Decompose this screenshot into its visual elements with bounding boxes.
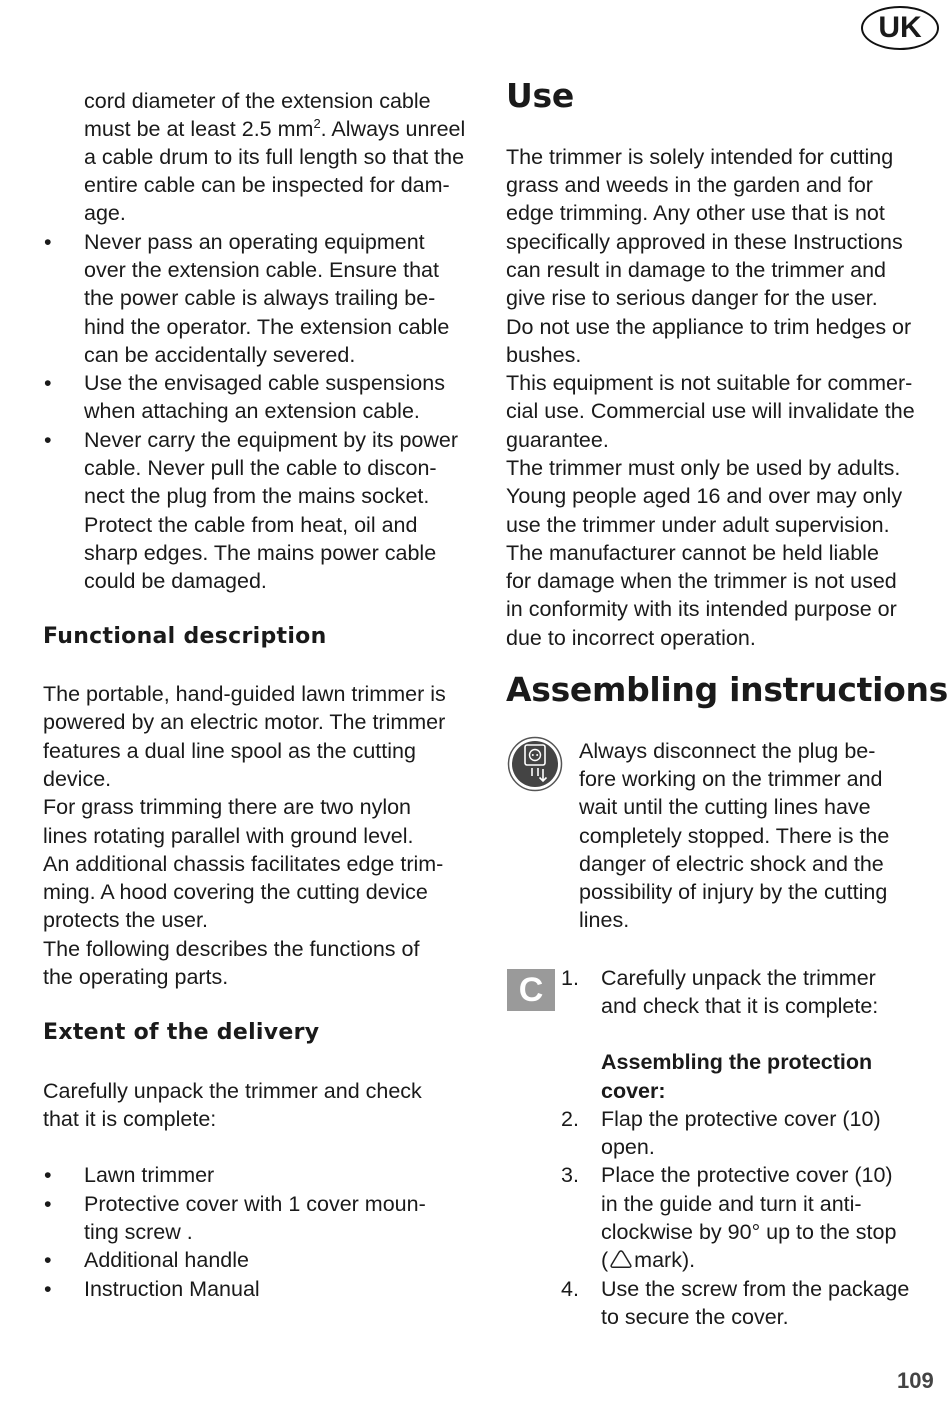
step-line: to secure the cover. — [601, 1305, 789, 1329]
figure-reference-badge: C — [507, 969, 555, 1011]
bullet-line: cable. Never pull the cable to discon- — [84, 456, 437, 480]
step-line: ( mark). — [601, 1248, 696, 1272]
bullet-line: nect the plug from the mains socket. — [84, 484, 430, 508]
bullet-marker: • — [44, 230, 52, 254]
bullet-line: Protect the cable from heat, oil and — [84, 513, 418, 537]
step-line: and check that it is complete: — [601, 994, 879, 1018]
body-line: can result in damage to the trimmer and — [506, 258, 887, 282]
body-line: features a dual line spool as the cutting — [43, 739, 416, 763]
warning-line: completely stopped. There is the — [579, 824, 890, 848]
bullet-marker: • — [44, 1192, 52, 1216]
step-number: 1. — [561, 966, 579, 990]
unplug-warning-icon — [507, 736, 563, 792]
body-line: The trimmer is solely intended for cutting — [506, 145, 894, 169]
warning-line: possibility of injury by the cutting — [579, 880, 888, 904]
body-line: due to incorrect operation. — [506, 626, 756, 650]
body-line: Do not use the appliance to trim hedges or — [506, 315, 912, 339]
body-line: cial use. Commercial use will invalidate the — [506, 399, 915, 423]
bullet-line: the power cable is always trailing be- — [84, 286, 436, 310]
step-line: in the guide and turn it anti- — [601, 1192, 862, 1216]
bullet-line: when attaching an extension cable. — [84, 399, 420, 423]
assembly-subheading: cover: — [601, 1079, 666, 1103]
body-line: The manufacturer cannot be held liable — [506, 541, 879, 565]
delivery-item: Instruction Manual — [84, 1277, 260, 1301]
bullet-line: could be damaged. — [84, 569, 267, 593]
functional-heading: Functional description — [43, 624, 327, 649]
body-line: The trimmer must only be used by adults. — [506, 456, 901, 480]
bullet-line: Never pass an operating equipment — [84, 230, 425, 254]
body-line: The portable, hand-guided lawn trimmer is — [43, 682, 446, 706]
step-line: Use the screw from the package — [601, 1277, 910, 1301]
delivery-item: Protective cover with 1 cover moun- — [84, 1192, 426, 1216]
step-line: Flap the protective cover (10) — [601, 1107, 881, 1131]
step-number: 2. — [561, 1107, 579, 1131]
region-badge-label: UK — [878, 11, 922, 44]
body-line: Young people aged 16 and over may only — [506, 484, 903, 508]
body-line: device. — [43, 767, 112, 791]
delivery-heading: Extent of the delivery — [43, 1020, 320, 1045]
body-line: a cable drum to its full length so that the — [84, 145, 465, 169]
delivery-item: ting screw . — [84, 1220, 193, 1244]
assembly-subheading: Assembling the protection — [601, 1050, 873, 1074]
step-number: 3. — [561, 1163, 579, 1187]
body-line: lines rotating parallel with ground level. — [43, 824, 414, 848]
body-line: grass and weeds in the garden and for — [506, 173, 873, 197]
body-line: must be at least 2.5 $mm^2$. Always unreel — [84, 115, 466, 141]
page-number: 109 — [897, 1368, 934, 1393]
step-number: 4. — [561, 1277, 579, 1301]
bullet-line: hind the operator. The extension cable — [84, 315, 450, 339]
body-line: the operating parts. — [43, 965, 229, 989]
body-line: cord diameter of the extension cable — [84, 89, 431, 113]
bullet-marker: • — [44, 371, 52, 395]
bullet-marker: • — [44, 428, 52, 452]
body-line: give rise to serious danger for the user. — [506, 286, 878, 310]
body-line: powered by an electric motor. The trimmer — [43, 710, 446, 734]
body-line: An additional chassis facilitates edge trim- — [43, 852, 444, 876]
body-line: edge trimming. Any other use that is not — [506, 201, 885, 225]
bullet-marker: • — [44, 1163, 52, 1187]
bullet-line: Never carry the equipment by its power — [84, 428, 459, 452]
warning-line: lines. — [579, 908, 630, 932]
body-line: age. — [84, 201, 126, 225]
body-line: This equipment is not suitable for commer- — [506, 371, 913, 395]
bullet-line: can be accidentally severed. — [84, 343, 356, 367]
body-line: The following describes the functions of — [43, 937, 420, 961]
body-line: Carefully unpack the trimmer and check — [43, 1079, 422, 1103]
body-line: entire cable can be inspected for dam- — [84, 173, 450, 197]
body-line: for damage when the trimmer is not used — [506, 569, 897, 593]
step-line: open. — [601, 1135, 655, 1159]
region-badge — [861, 6, 939, 50]
step-line: Place the protective cover (10) — [601, 1163, 893, 1187]
warning-line: Always disconnect the plug be- — [579, 739, 876, 763]
warning-line: danger of electric shock and the — [579, 852, 884, 876]
delivery-item: Additional handle — [84, 1248, 249, 1272]
use-heading: Use — [506, 76, 574, 115]
body-line: guarantee. — [506, 428, 609, 452]
bullet-line: sharp edges. The mains power cable — [84, 541, 437, 565]
body-line: bushes. — [506, 343, 582, 367]
body-line: ming. A hood covering the cutting device — [43, 880, 428, 904]
warning-line: fore working on the trimmer and — [579, 767, 883, 791]
body-line: For grass trimming there are two nylon — [43, 795, 412, 819]
bullet-line: over the extension cable. Ensure that — [84, 258, 439, 282]
step-line: clockwise by 90° up to the stop — [601, 1220, 897, 1244]
delivery-item: Lawn trimmer — [84, 1163, 215, 1187]
bullet-marker: • — [44, 1277, 52, 1301]
body-line: protects the user. — [43, 908, 208, 932]
step-line: Carefully unpack the trimmer — [601, 966, 876, 990]
assembling-heading: Assembling instructions — [506, 670, 948, 709]
triangle-mark-icon — [609, 1249, 633, 1269]
body-line: specifically approved in these Instructions — [506, 230, 903, 254]
bullet-marker: • — [44, 1248, 52, 1272]
body-line: in conformity with its intended purpose or — [506, 597, 897, 621]
bullet-line: Use the envisaged cable suspensions — [84, 371, 445, 395]
warning-line: wait until the cutting lines have — [579, 795, 871, 819]
body-line: that it is complete: — [43, 1107, 217, 1131]
body-line: use the trimmer under adult supervision. — [506, 513, 890, 537]
